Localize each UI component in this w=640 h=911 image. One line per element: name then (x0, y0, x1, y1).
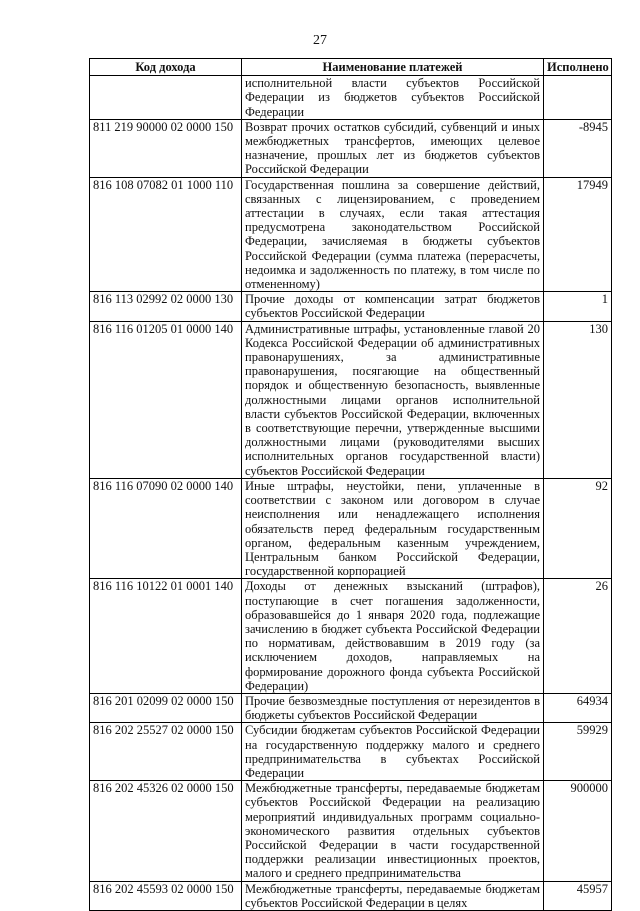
table-row (90, 693, 612, 722)
table-row (90, 579, 612, 694)
executed-amount: 17949 (544, 177, 612, 292)
revenue-code: 816 108 07082 01 1000 110 (90, 177, 242, 292)
table-row (90, 781, 612, 881)
payment-name: Возврат прочих остатков субсидий, субвенций и иных межбюджетных трансфертов, имеющих целевое назначение, прошлых лет из бюджетов субъектов Российской Федерации (242, 119, 544, 177)
header-executed: Исполнено (544, 59, 612, 76)
table-row (90, 723, 612, 781)
revenue-code: 816 202 45593 02 0000 150 (90, 881, 242, 910)
executed-amount: 130 (544, 321, 612, 478)
payment-name: Субсидии бюджетам субъектов Российской Федерации на государственную поддержку малого и среднего предпринимательства в субъектах Российской Федерации (242, 723, 544, 781)
executed-amount: 26 (544, 579, 612, 694)
revenue-code: 816 116 01205 01 0000 140 (90, 321, 242, 478)
table-row (90, 292, 612, 321)
payment-name: исполнительной власти субъектов Российской Федерации из бюджетов субъектов Российской Федерации (242, 76, 544, 120)
table-header-row (90, 59, 612, 76)
table-row (90, 478, 612, 578)
executed-amount: 59929 (544, 723, 612, 781)
revenue-code: 816 113 02992 02 0000 130 (90, 292, 242, 321)
page-number: 27 (313, 33, 327, 48)
executed-amount: 92 (544, 478, 612, 578)
revenue-code: 811 219 90000 02 0000 150 (90, 119, 242, 177)
payment-name: Прочие доходы от компенсации затрат бюджетов субъектов Российской Федерации (242, 292, 544, 321)
revenue-code: 816 202 45326 02 0000 150 (90, 781, 242, 881)
executed-amount: 900000 (544, 781, 612, 881)
revenue-code: 816 201 02099 02 0000 150 (90, 693, 242, 722)
payment-name: Иные штрафы, неустойки, пени, уплаченные в соответствии с законом или договором в случае неисполнения или ненадлежащего исполнения обязательств перед федеральным государственным органом, федеральным казенным учреждением, Центральным банком Российской Федерации, государственной корпорацией (242, 478, 544, 578)
table-row (90, 881, 612, 910)
table-row (90, 321, 612, 478)
revenue-code: 816 202 25527 02 0000 150 (90, 723, 242, 781)
revenue-code: 816 116 07090 02 0000 140 (90, 478, 242, 578)
revenue-code (90, 76, 242, 120)
header-code: Код дохода (90, 59, 242, 76)
payment-name: Прочие безвозмездные поступления от нерезидентов в бюджеты субъектов Российской Федерации (242, 693, 544, 722)
executed-amount (544, 76, 612, 120)
payment-name: Государственная пошлина за совершение действий, связанных с лицензированием, с проведением аттестации в случаях, если такая аттестация предусмотрена законодательством Российской Федерации, зачисляемая в бюджеты субъектов Российской Федерации (сумма платежа (перерасчеты, недоимка и задолженность по платежу, в том числе по отмененному) (242, 177, 544, 292)
executed-amount: 1 (544, 292, 612, 321)
executed-amount: 64934 (544, 693, 612, 722)
revenue-table (89, 58, 612, 911)
header-name: Наименование платежей (242, 59, 544, 76)
payment-name: Административные штрафы, установленные главой 20 Кодекса Российской Федерации об административных правонарушениях, за административные правонарушения, посягающие на общественный порядок и общественную безопасность, выявленные должностными лицами органов исполнительной власти субъектов Российской Федерации, включенных в соответствующие перечни, утвержденные высшими должностными лицами (руководителями высших исполнительных органов государственной власти) субъектов Российской Федерации (242, 321, 544, 478)
payment-name: Межбюджетные трансферты, передаваемые бюджетам субъектов Российской Федерации в целях (242, 881, 544, 910)
table-row (90, 119, 612, 177)
executed-amount: 45957 (544, 881, 612, 910)
executed-amount: -8945 (544, 119, 612, 177)
revenue-code: 816 116 10122 01 0001 140 (90, 579, 242, 694)
table-row (90, 177, 612, 292)
table-row (90, 76, 612, 120)
payment-name: Доходы от денежных взысканий (штрафов), поступающие в счет погашения задолженности, образовавшейся до 1 января 2020 года, подлежащие зачислению в бюджет субъекта Российской Федерации по нормативам, действовавшим в 2019 году (за исключением доходов, направляемых на формирование дорожного фонда субъекта Российской Федерации) (242, 579, 544, 694)
payment-name: Межбюджетные трансферты, передаваемые бюджетам субъектов Российской Федерации на реализацию мероприятий индивидуальных программ социально-экономического развития отдельных субъектов Российской Федерации в части государственной поддержки реализации инвестиционных проектов, малого и среднего предпринимательства (242, 781, 544, 881)
